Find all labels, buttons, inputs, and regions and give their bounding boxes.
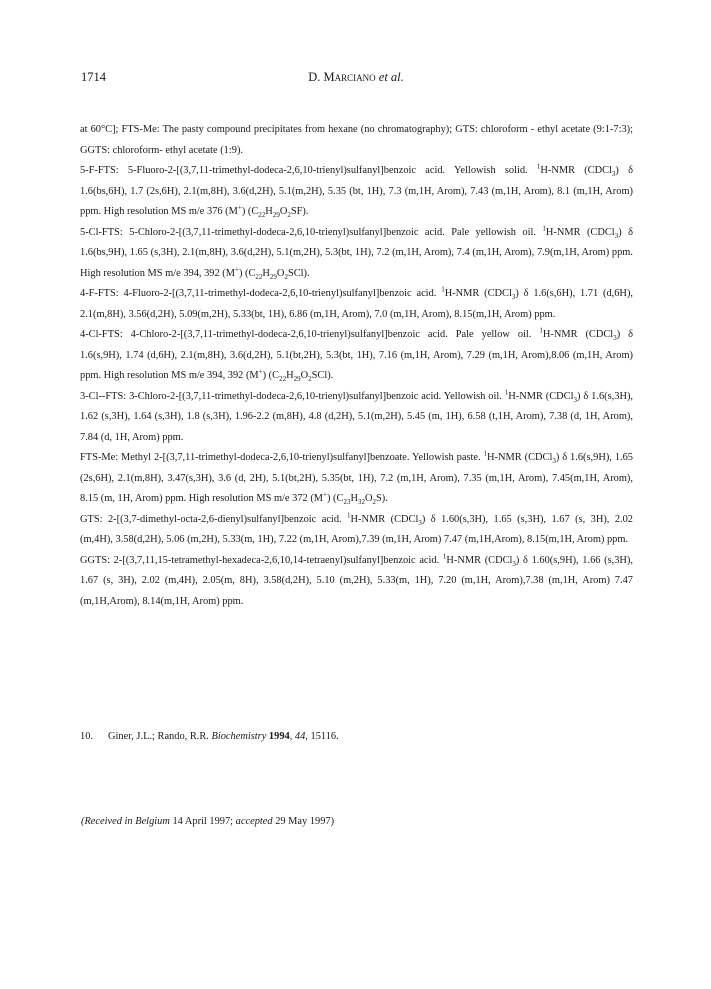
page-header [81, 70, 631, 86]
body-text [80, 120, 633, 612]
compound-gts: GTS: 2-[(3,7-dimethyl-octa-2,6-dienyl)sulfanyl]benzoic acid. $^1$H-NMR (CDCl$_3$) δ 1.60(s,3H), 1.65 (s,3H), 1.67 (s, 3H), 2.02 (m,4H), 3.58(d,2H), 5.06 (m,2H), 5.33(m, 1H), 7.22 (m,1H, Arom),7.39 (m,1H, Arom) 7.47 (m,1H,Arom), 8.15(m,1H, Arom) ppm. [80, 511, 633, 545]
compound-5-cl-fts: 5-Cl-FTS: 5-Chloro-2-[(3,7,11-trimethyl-dodeca-2,6,10-trienyl)sulfanyl]benzoic acid. Pale yellowish oil. $^1$H-NMR (CDCl$_3$) δ 1.6(bs,9H), 1.65 (s,3H), 2.1(m,8H), 3.6(d,2H), 5.1(m,2H), 5.3(bt, 1H), 7.2 (m,1H, Arom), 7.4 (m,1H, Arom), 7.9(m,1H, Arom) ppm. High resolution MS m/e 394, 392 (M+) $(C_{22}H_{29}O_2SCl)$. [80, 224, 633, 281]
compound-fts-me: FTS-Me: Methyl 2-[(3,7,11-trimethyl-dodeca-2,6,10-trienyl)sulfanyl]benzoate. Yellowish paste. $^1$H-NMR (CDCl$_3$) δ 1.6(s,9H), 1.65 (2s,6H), 2.1(m,8H), 3.47(s,3H), 3.6 (d, 2H), 5.1(bt,2H), 5.35(bt, 1H), 7.2 (m,1H, Arom), 7.35 (m,1H, Arom), 7.45(m,1H, Arom), 8.15 (m, 1H, Arom) ppm. High resolution MS m/e 372 (M+) $(C_{23}H_{32}O_2S)$. [80, 449, 634, 507]
compound-ggts: GGTS: 2-[(3,7,11,15-tetramethyl-hexadeca-2,6,10,14-tetraenyl)sulfanyl]benzoic acid. $^1$H-NMR (CDCl$_3$) δ 1.60(s,9H), 1.66 (s,3H), 1.67 (s, 3H), 2.02 (m,4H), 2.05(m, 8H), 3.58(d,2H), 5.10 (m,2H), 5.33(m, 1H), 7.20 (m,1H, Arom),7.38 (m,1H, Arom) 7.47 (m,1H,Arom), 8.14(m,1H, Arom) ppm. [80, 552, 633, 607]
compound-5-f-fts: 5-F-FTS: 5-Fluoro-2-[(3,7,11-trimethyl-dodeca-2,6,10-trienyl)sulfanyl]benzoic acid. Yellowish solid. $^1$H-NMR (CDCl$_3$) δ 1.6(bs,6H), 1.7 (2s,6H), 2.1(m,8H), 3.6(d,2H), 5.1(m,2H), 5.35 (bt, 1H), 7.3 (m,1H, Arom), 7.43 (m,1H, Arom), 8.1 (m,1H, Arom) ppm. High resolution MS m/e 376 (M+) $(C_{22}H_{29}O_2SF)$. [80, 162, 633, 220]
compound-4-cl-fts: 4-Cl-FTS: 4-Chloro-2-[(3,7,11-trimethyl-dodeca-2,6,10-trienyl)sulfanyl]benzoic acid. Pale yellow oil. $^1$H-NMR (CDCl$_3$) δ 1.6(s,9H), 1.74 (d,6H), 2.1(m,8H), 3.6(d,2H), 5.1(bt,2H), 5.3(bt, 1H), 7.16 (m,1H, Arom), 7.29 (m,1H, Arom),8.06 (m,1H, Arom) ppm. High resolution MS m/e 394, 392 (M+) $(C_{22}H_{29}O_2SCl)$. [80, 326, 633, 384]
reference-10: 10. Giner, J.L.; Rando, R.R. Biochemistry 1994, 44, 15116. [80, 727, 633, 748]
compound-3-cl-fts: 3-Cl--FTS: 3-Chloro-2-[(3,7,11-trimethyl-dodeca-2,6,10-trienyl)sulfanyl]benzoic acid. Yellowish oil. $^1$H-NMR (CDCl$_3$) δ 1.6(s,3H), 1.62 (s,3H), 1.64 (s,3H), 1.8 (s,3H), 1.96-2.2 (m,8H), 4.8 (d,2H), 5.1(m,2H), 5.45 (m, 1H), 6.58 (t,1H, Arom), 7.38 (d, 1H, Arom), 7.84 (d, 1H, Arom) ppm. [80, 388, 633, 443]
reference-number: 10. [80, 731, 93, 742]
page-number: 1714 [81, 70, 106, 84]
running-authors: D. Marciano et al. [308, 70, 404, 84]
compound-4-f-fts: 4-F-FTS: 4-Fluoro-2-[(3,7,11-trimethyl-dodeca-2,6,10-trienyl)sulfanyl]benzoic acid. $^1$H-NMR (CDCl$_3$) δ 1.6(s,6H), 1.71 (d,6H), 2.1(m,8H), 3.56(d,2H), 5.09(m,2H), 5.33(bt, 1H), 6.86 (m,1H, Arom), 7.0 (m,1H, Arom), 8.15(m,1H, Arom) ppm. [80, 285, 633, 320]
received-note: (Received in Belgium 14 April 1997; accepted 29 May 1997) [81, 816, 335, 827]
paragraph-intro: at 60°C]; FTS-Me: The pasty compound precipitates from hexane (no chromatography); GTS: chloroform - ethyl acetate (9:1-7:3); GGTS: chloroform- ethyl acetate (1:9). [80, 124, 633, 156]
